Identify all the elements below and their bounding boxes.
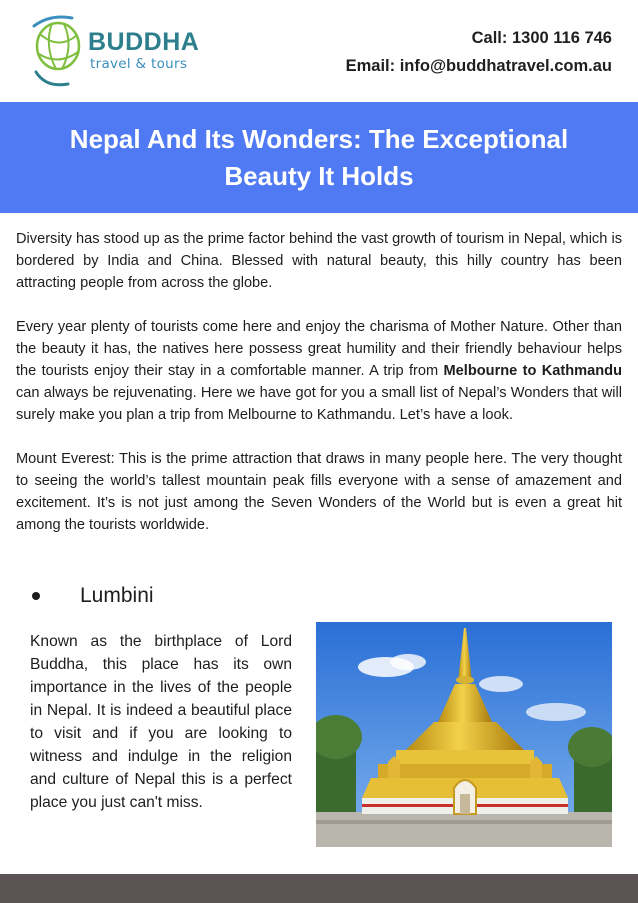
- brand-tagline: travel & tours: [90, 56, 188, 72]
- buddha-logo[interactable]: [30, 14, 230, 92]
- paragraph-everest: Mount Everest: This is the prime attraction that draws in many people here. The very thought to seeing the world’s tallest mountain peak fills everyone with a sense of amazement and excitement. It’s is not just among the Seven Wonders of the World but is even a great hit among the tourists worldwide.: [16, 451, 622, 533]
- lumbini-pagoda-image: [316, 622, 612, 847]
- title-banner: [0, 102, 638, 213]
- section-heading: Lumbini: [80, 584, 154, 607]
- paragraph-tourists-text-1: Every year plenty of tourists come here and enjoy the charisma of Mother Nature. Other than the beauty it has, the natives here possess great humility and their friendly behaviour helps the tourists enjoy their stay in a comfortable manner. A trip from: [16, 319, 622, 379]
- globe-icon: [30, 14, 90, 92]
- list-item-lumbini: [32, 584, 154, 608]
- brand-name: BUDDHA: [88, 28, 200, 56]
- melbourne-kathmandu-link[interactable]: Melbourne to Kathmandu: [443, 363, 623, 379]
- article-body: [16, 228, 622, 558]
- email-address[interactable]: Email: info@buddhatravel.com.au: [345, 57, 612, 75]
- paragraph-intro: Diversity has stood up as the prime factor behind the vast growth of tourism in Nepal, which is bordered by India and China. Blessed with natural beauty, this hilly country has been attracting people from across the globe.: [16, 231, 622, 291]
- paragraph-tourists-text-2: can always be rejuvenating. Here we have got for you a small list of Nepal’s Wonders that will surely make you plan a trip from Melbourne to Kathmandu. Let’s have a look.: [16, 385, 622, 423]
- contact-info: [346, 24, 612, 80]
- phone-number[interactable]: Call: 1300 116 746: [471, 29, 612, 47]
- page-title: Nepal And Its Wonders: The Exceptional Beauty It Holds: [69, 123, 569, 191]
- paragraph-tourists: [16, 316, 622, 426]
- page-header: [0, 0, 638, 102]
- footer-bar: [0, 874, 638, 903]
- lumbini-description: Known as the birthplace of Lord Buddha, this place has its own importance in the lives of the people in Nepal. It is indeed a beautiful place to visit and if you are looking to witness and indulge in the religion and culture of Nepal this is a perfect place you just can't miss.: [30, 633, 292, 811]
- bullet-icon: [32, 592, 40, 600]
